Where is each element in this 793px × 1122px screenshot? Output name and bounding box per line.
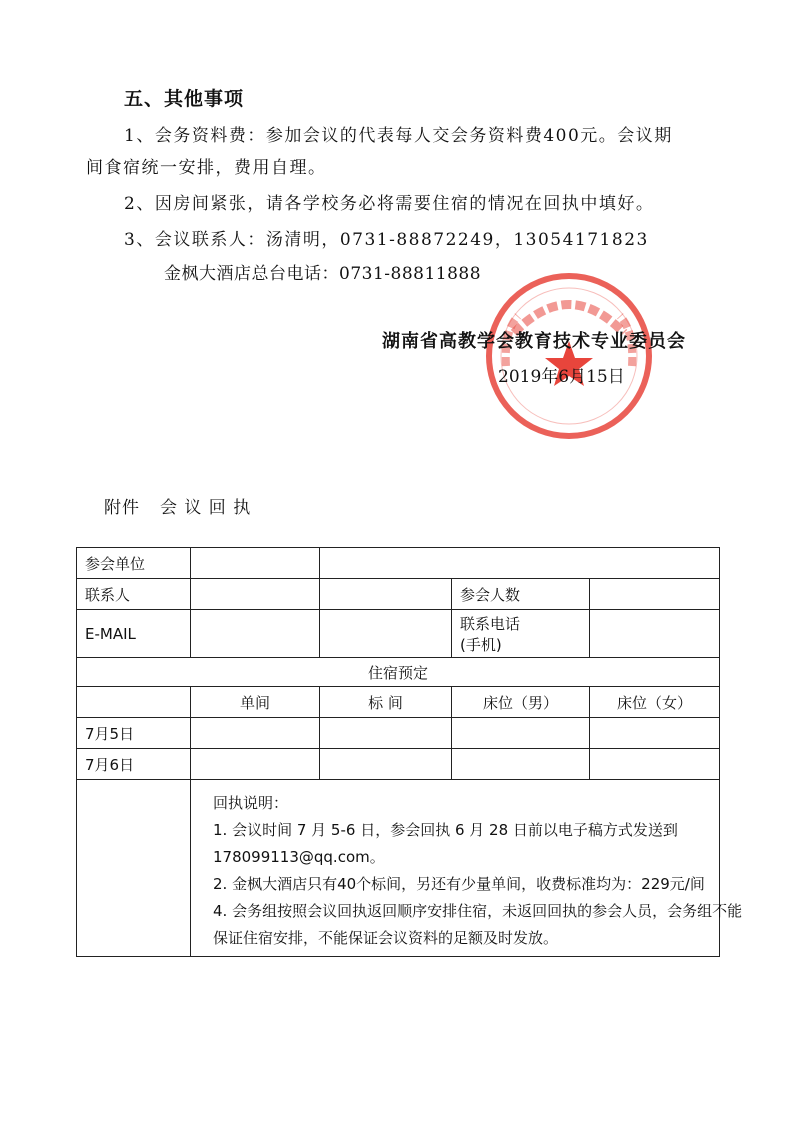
date2-standard-input[interactable] <box>320 749 452 780</box>
notes-line2: 2. 金枫大酒店只有40个标间，另还有少量单间，收费标准均为：229元/间 <box>213 875 705 893</box>
organization-name: 湖南省高教学会教育技术专业委员会 <box>382 331 686 352</box>
date1-standard-input[interactable] <box>320 718 452 749</box>
date2-single-input[interactable] <box>191 749 320 780</box>
attendees-label: 参会人数 <box>452 579 590 610</box>
item2: 2、因房间紧张，请各学校务必将需要住宿的情况在回执中填好。 <box>124 194 655 214</box>
phone-label-line1: 联系电话 <box>460 614 521 633</box>
lodging-header: 住宿预定 <box>77 658 720 687</box>
unit-label: 参会单位 <box>77 548 191 579</box>
phone-input[interactable] <box>590 610 720 658</box>
attachment-label: 附件 <box>104 498 140 518</box>
attachment-title: 会 议 回 执 <box>160 498 252 518</box>
contact-input-extra[interactable] <box>320 579 452 610</box>
room-type-single: 单间 <box>191 687 320 718</box>
contact-label: 联系人 <box>77 579 191 610</box>
notes-cell <box>191 780 743 957</box>
date2-bed-male-input[interactable] <box>452 749 590 780</box>
notes-line1: 1. 会议时间 7 月 5-6 日，参会回执 6 月 28 日前以电子稿方式发送到 <box>213 821 678 839</box>
notes-line4b: 保证住宿安排，不能保证会议资料的足额及时发放。 <box>213 929 559 947</box>
official-seal-stamp <box>484 271 654 441</box>
room-type-bed-male: 床位（男） <box>452 687 590 718</box>
date-row-label: 7月5日 <box>77 718 191 749</box>
section-heading: 五、其他事项 <box>124 88 245 110</box>
phone-label-line2: (手机) <box>460 635 502 654</box>
notes-line1b: 178099113@qq.com。 <box>213 848 385 866</box>
date-row-label: 7月6日 <box>77 749 191 780</box>
hotel-phone: 金枫大酒店总台电话：0731-88811888 <box>164 264 482 284</box>
unit-input-extended[interactable] <box>320 548 720 579</box>
attachment-heading <box>104 493 251 518</box>
date2-bed-female-input[interactable] <box>590 749 720 780</box>
room-type-corner <box>77 687 191 718</box>
email-input-extra[interactable] <box>320 610 452 658</box>
attendees-input[interactable] <box>590 579 720 610</box>
date1-bed-female-input[interactable] <box>590 718 720 749</box>
unit-input[interactable] <box>191 548 320 579</box>
item1-line2: 间食宿统一安排，费用自理。 <box>86 158 327 178</box>
email-label: E-MAIL <box>77 610 191 658</box>
item3: 3、会议联系人：汤清明，0731-88872249，13054171823 <box>124 230 649 250</box>
issue-date: 2019年6月15日 <box>498 367 625 387</box>
item1-line1: 1、会务资料费：参加会议的代表每人交会务资料费400元。会议期 <box>124 126 673 146</box>
notes-line4: 4. 会务组按照会议回执返回顺序安排住宿，未返回回执的参会人员，会务组不能 <box>213 902 743 920</box>
email-input[interactable] <box>191 610 320 658</box>
room-type-standard: 标 间 <box>320 687 452 718</box>
date1-single-input[interactable] <box>191 718 320 749</box>
notes-title: 回执说明： <box>213 794 289 812</box>
contact-input[interactable] <box>191 579 320 610</box>
phone-label <box>452 610 590 658</box>
registration-form <box>76 547 743 957</box>
notes-blank-cell <box>77 780 191 957</box>
room-type-bed-female: 床位（女） <box>590 687 720 718</box>
date1-bed-male-input[interactable] <box>452 718 590 749</box>
